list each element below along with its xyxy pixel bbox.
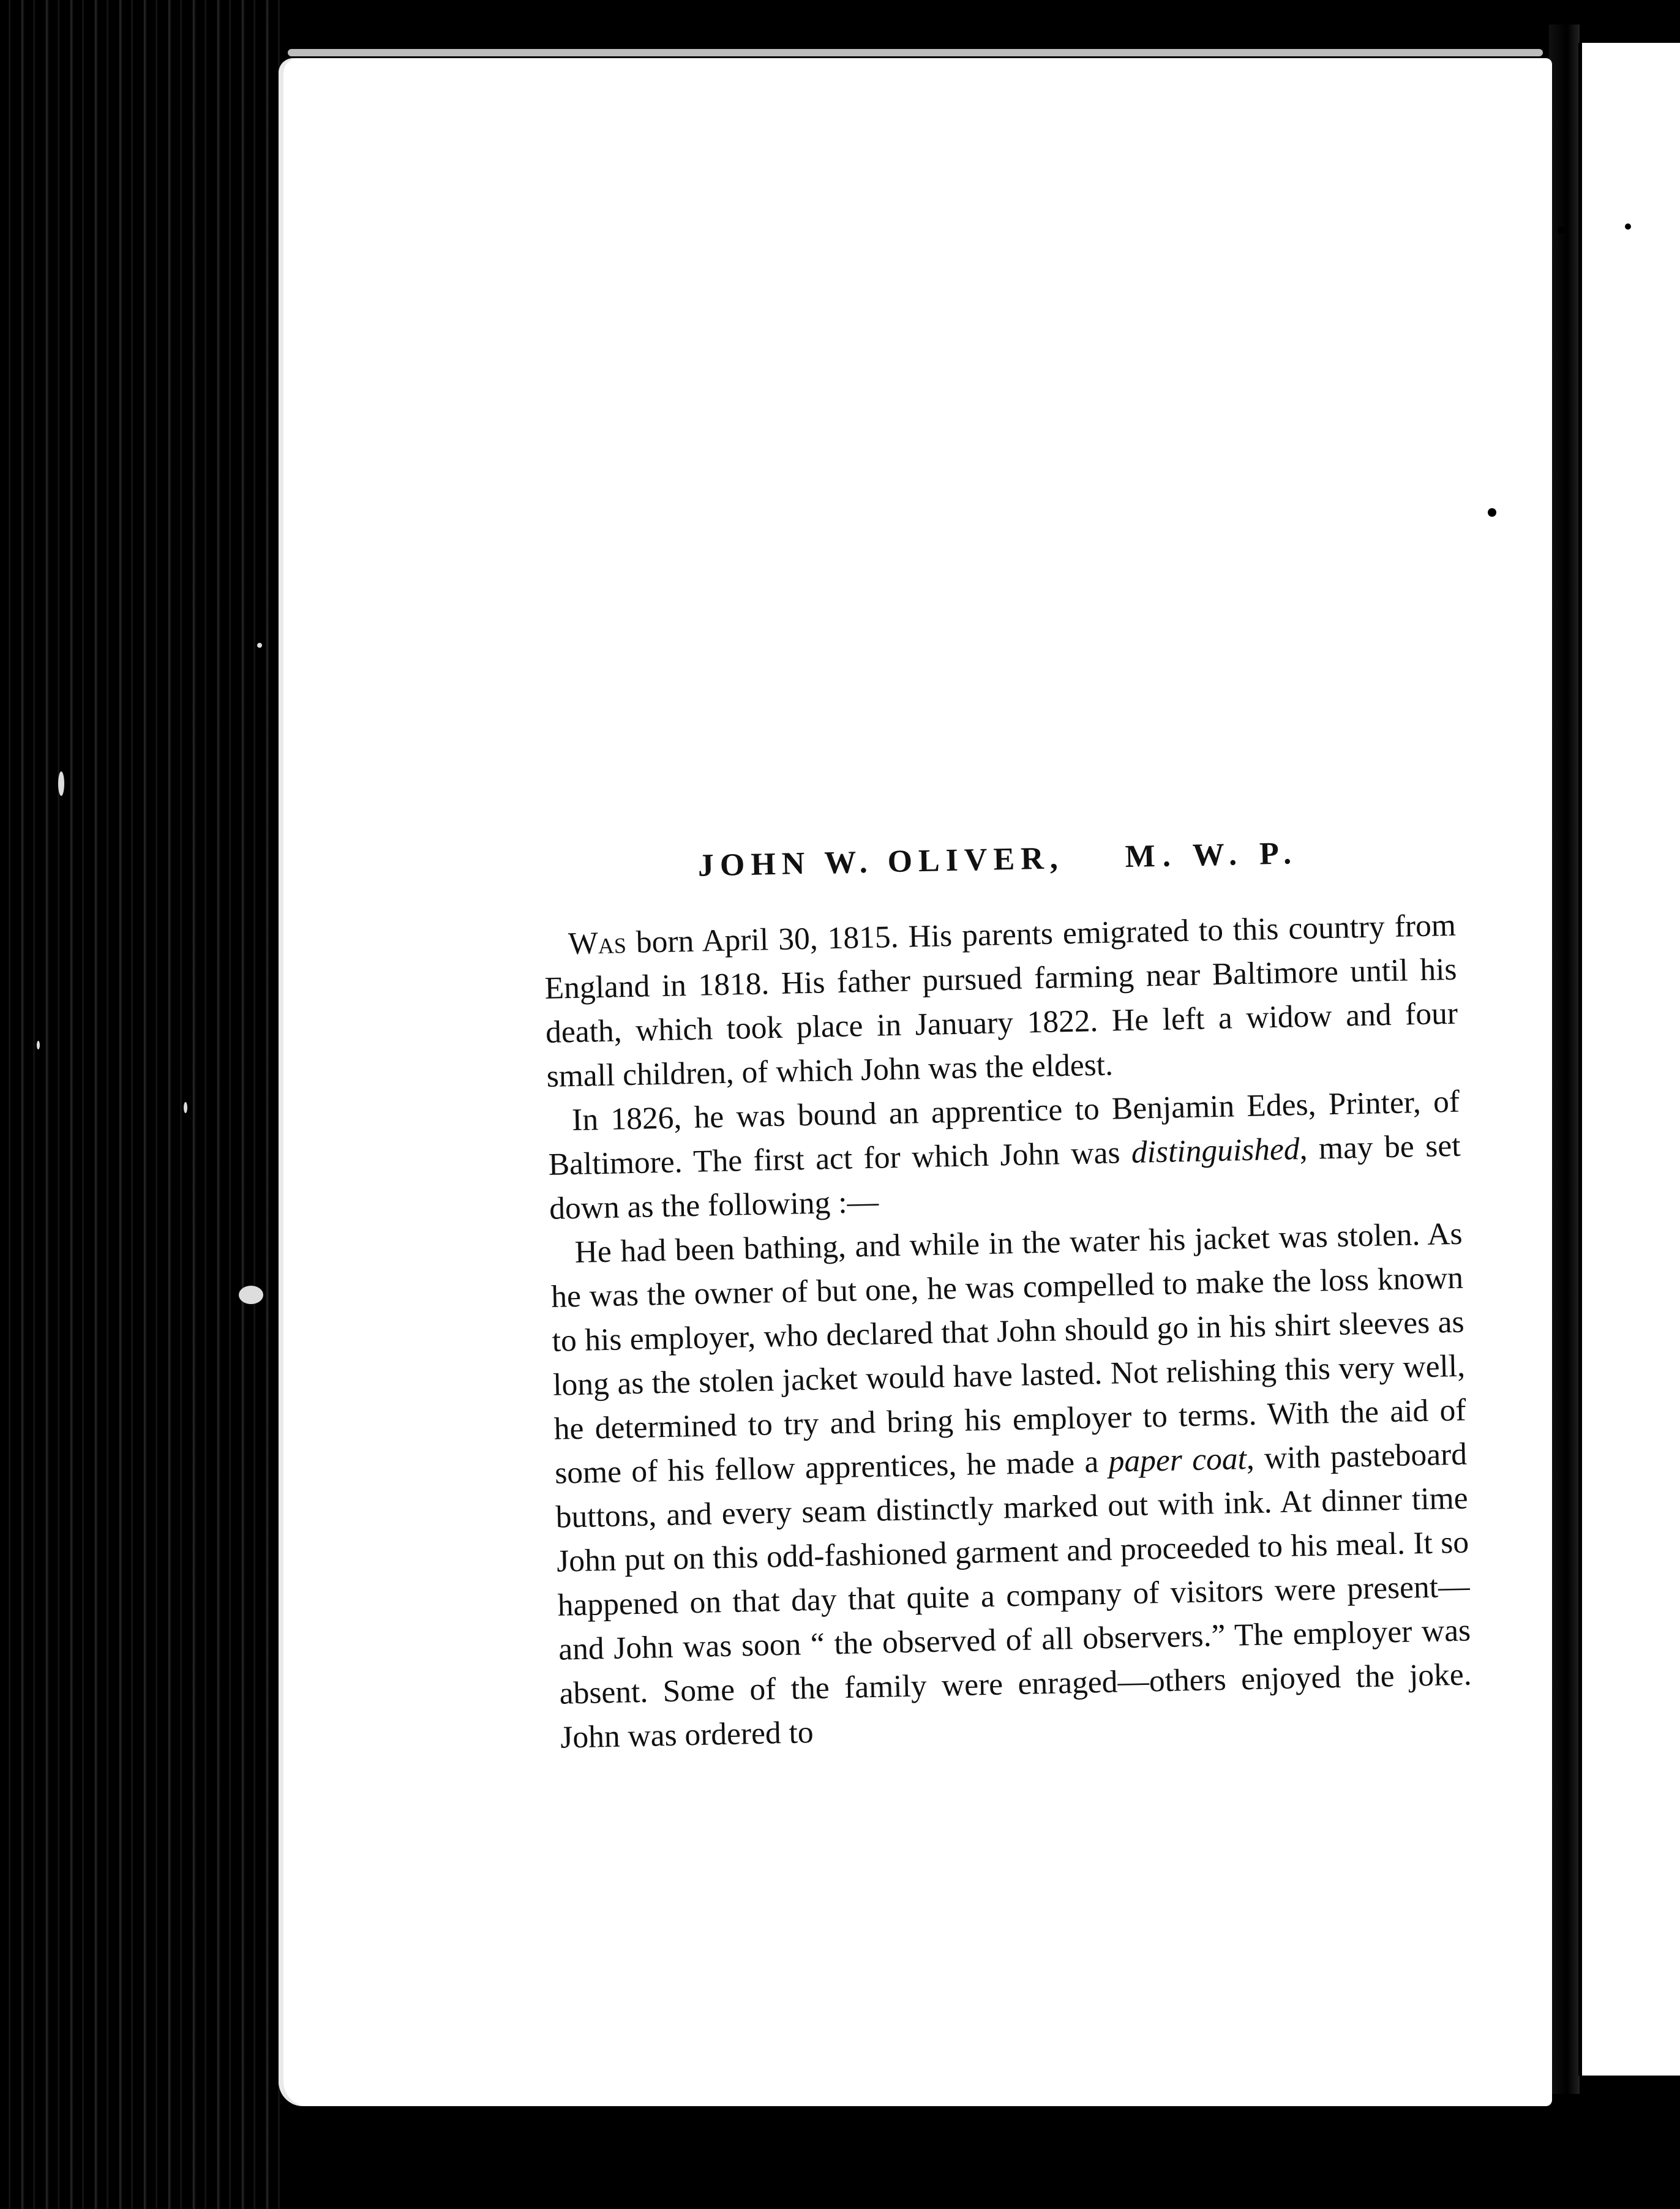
binding-speck (58, 771, 64, 796)
paragraph-2 (547, 1080, 1461, 1231)
binding-speck (239, 1286, 263, 1304)
paragraph-lead: Was (568, 925, 627, 962)
paragraph-text: In 1826, he was bound an apprentice to Benjamin Edes, Printer, of Baltimore. The first act for which John was (548, 1084, 1460, 1182)
paragraph-3 (550, 1212, 1473, 1760)
book-binding (0, 0, 288, 2209)
page-gutter (1549, 24, 1580, 2094)
italic-word: distinguished (1131, 1131, 1300, 1170)
heading-name: JOHN W. OLIVER, (697, 841, 1065, 883)
facing-page-edge (1578, 43, 1680, 2076)
paragraph-text: , may be set down as the following :— (549, 1128, 1461, 1226)
facing-page-mark (1558, 227, 1565, 234)
page-top-edge (288, 49, 1543, 56)
italic-phrase: paper coat (1108, 1441, 1247, 1479)
facing-page-mark (1625, 223, 1631, 230)
page-text (542, 832, 1473, 1760)
book-page (279, 58, 1552, 2106)
page-speck (1488, 508, 1496, 517)
paragraph-text: He had been bathing, and while in the water his jacket was stolen. As he was the owner of but one, he was compelled to make the loss known to his employer, who declared that John should go in his shirt sleeves as long as the stolen jacket would have lasted. Not relishing this very well, he determined to try and bring his employer to terms. With the aid of some of his fellow apprentices, he made a (550, 1216, 1467, 1491)
paragraph-1 (543, 904, 1459, 1099)
page-heading (542, 832, 1455, 887)
paragraph-text: , with pasteboard buttons, and every seam distinctly marked out with ink. At dinner time John put on this odd-fashioned garment and proceeded to his meal. It so happened on that day that quite a company of visitors were present—and John was soon “ the observed of all observers.” The employer was absent. Some of the family were enraged—others enjoyed the joke. John was ordered to (555, 1436, 1472, 1755)
binding-speck (37, 1041, 40, 1049)
heading-rank: M. W. P. (1125, 836, 1299, 875)
binding-speck (257, 643, 262, 648)
binding-speck (184, 1102, 187, 1113)
paragraph-text: born April 30, 1815. His parents emigrated to this country from England in 1818. His father pursued farming near Baltimore until his death, which took place in January 1822. He left a widow and four small children, of which John was the eldest. (544, 907, 1458, 1094)
